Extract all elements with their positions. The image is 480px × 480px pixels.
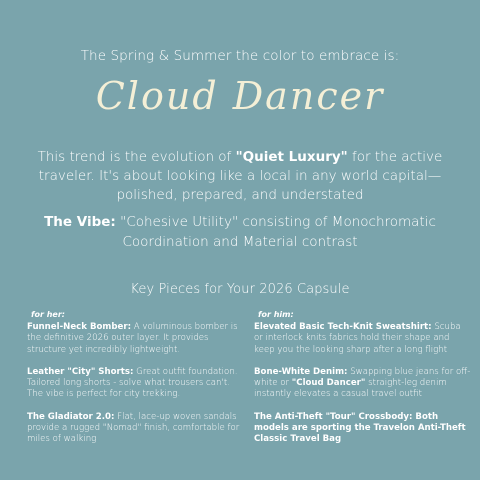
item-text: Swapping blue jeans for off-white or xyxy=(254,366,471,389)
item-text: A voluminous bomber is the definitive 2026 outer layer. It provides structure yet incredibly lightweight. xyxy=(27,322,238,355)
item-title: Bone-White Denim: xyxy=(254,366,348,377)
her-item-sandals xyxy=(27,412,245,446)
for-her-label: for her: xyxy=(31,310,65,319)
description-text: This trend is the evolution of xyxy=(37,149,236,165)
item-highlight: "Cloud Dancer" xyxy=(291,378,366,389)
item-title: The Anti-Theft "Tour" Crossbody: Both models are sporting the Travelon Anti-Theft Classic Travel Bag xyxy=(254,411,466,445)
item-title: Funnel-Neck Bomber: xyxy=(27,322,132,332)
headline-color-name: Cloud Dancer xyxy=(95,74,385,118)
item-title: Elevated Basic Tech-Knit Sweatshirt: xyxy=(254,322,432,332)
for-her-column xyxy=(27,310,245,457)
for-him-column xyxy=(254,310,472,457)
intro-text: The Spring & Summer the color to embrace is: xyxy=(80,48,400,64)
key-pieces-title: Key Pieces for Your 2026 Capsule xyxy=(130,282,350,297)
vibe-statement xyxy=(20,212,460,252)
vibe-text: "Cohesive Utility" consisting of Monochromatic Coordination and Material contrast xyxy=(115,214,436,250)
item-title: Leather "City" Shorts: xyxy=(27,366,134,377)
her-item-shorts xyxy=(27,367,245,401)
item-text: Scuba or interlock knits fabrics hold their shape and keep you the looking sharp after a long flight xyxy=(254,322,461,355)
item-text: Great outfit foundation. Tailored long shorts - solve what trousers can't. The vibe is perfect for city trekking. xyxy=(27,366,238,400)
her-item-bomber xyxy=(27,322,245,356)
vibe-label: The Vibe: xyxy=(44,214,116,230)
item-text: Flat, lace-up woven sandals provide a rugged "Nomad" finish, comfortable for miles of walking xyxy=(27,411,240,445)
trend-description xyxy=(30,148,450,205)
description-highlight: "Quiet Luxury" xyxy=(235,149,348,165)
item-text-end: straight-leg denim instantly elevates a casual travel outfit xyxy=(254,378,447,400)
item-title: The Gladiator 2.0: xyxy=(27,411,115,422)
him-item-sweatshirt xyxy=(254,322,472,356)
for-him-label: for him: xyxy=(258,310,294,319)
description-text-end: for the active traveler. It's about looking like a local in any world capital—polished, prepared, and understated xyxy=(38,149,443,203)
him-item-denim xyxy=(254,367,472,401)
him-item-crossbody xyxy=(254,412,472,446)
